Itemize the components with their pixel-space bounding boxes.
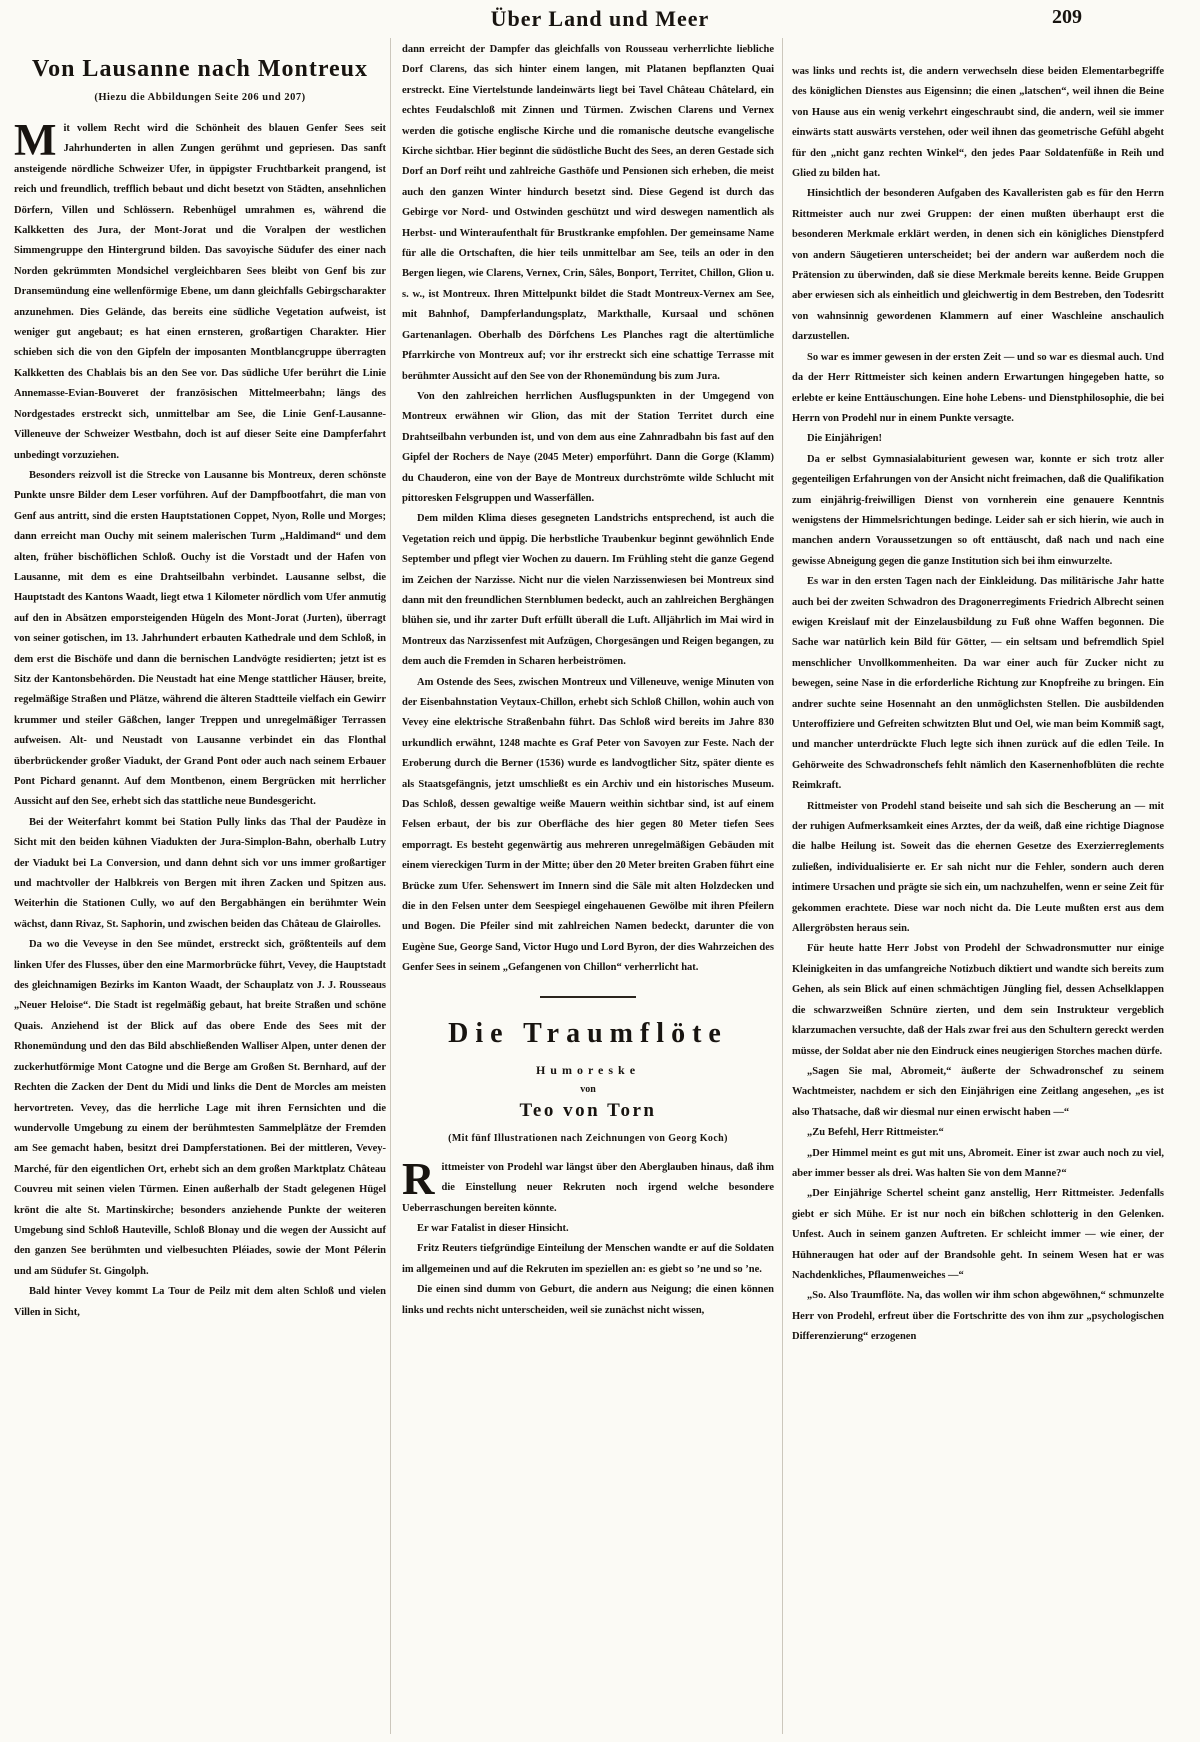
section-divider bbox=[540, 996, 636, 998]
column-2 bbox=[402, 40, 774, 1321]
page-number: 209 bbox=[1052, 6, 1082, 28]
article-paragraph: Besonders reizvoll ist die Strecke von Lausanne bis Montreux, deren schönste Punkte unsre Bilder dem Leser vorführen. Auf der Dampfbootfahrt, die man von Genf aus antritt, sind die ersten Hauptstationen Coppet, Nyon, Rolle und Morges; dann erreicht man Ouchy mit seinem malerischen Turm „Haldimand“ und dem alten, früher bischöflichen Schloß. Ouchy ist die Vorstadt und der Hafen von Lausanne, mit dem es eine Drahtseilbahn verbindet. Lausanne selbst, die Hauptstadt des Kantons Waadt, liegt etwa 1 Kilometer nördlich vom Ufer anmutig auf den in Absätzen emporsteigenden Hügeln des Mont-Jorat (Jurten), überragt von seiner gotischen, im 13. Jahrhundert erbauten Kathedrale und dem Schloß, in dem erst die Bischöfe und dann die bernischen Landvögte residierten; jetzt ist es Sitz der Kantonsbehörden. Die Neustadt hat eine Menge stattlicher Häuser, breite, regelmäßige Straßen und Plätze, während die älteren Stadtteile vielfach ein Gewirr krummer und steiler Gäßchen, langer Treppen und unregelmäßiger Terrassen aufweisen. Alt- und Neustadt von Lausanne verbindet ein das Flonthal überbrückender großer Viadukt, der Grand Pont oder auch nach seinem Erbauer Pont Pichard genannt. Auf dem Montbenon, einem Bergrücken mit herrlicher Aussicht auf den See, erhebt sich das stattliche neue Bundesgericht. bbox=[14, 469, 386, 808]
article-paragraph: Am Ostende des Sees, zwischen Montreux und Villeneuve, wenige Minuten von der Eisenbahnstation Veytaux-Chillon, erhebt sich Schloß Chillon, wohin auch von Vevey eine elektrische Straßenbahn führt. Das Schloß wird bereits im Jahre 830 urkundlich erwähnt, 1248 machte es Graf Peter von Savoyen zur Feste. Nach der Eroberung durch die Berner (1536) wurde es landvogtlicher Sitz, später diente es als Staatsgefängnis, jetzt umschließt es ein Archiv und ein historisches Museum. Das Schloß, dessen gewaltige weiße Mauern weithin sichtbar sind, ist auf einem Felsen erbaut, der bis zur Oberfläche des hier gegen 80 Meter tiefen Sees emporragt. Es besteht gegenwärtig aus mehreren unregelmäßigen Gebäuden mit einem viereckigen Turm in der Mitte; über den 20 Meter breiten Graben führt eine Brücke zum Ufer. Sehenswert im Innern sind die Säle mit alten Holzdecken und die in den Felsen unter dem Seespiegel eingehauenen Gewölbe mit ihren Pfeilern und Bogen. Die Pfeiler sind mit zahlreichen Namen bedeckt, darunter die von Eugène Sue, George Sand, Victor Hugo und Lord Byron, der dies Wahrzeichen des Genfer Sees in seinem „Gefangenen von Chillon“ verherrlicht hat. bbox=[402, 676, 774, 974]
story-paragraph: Hinsichtlich der besonderen Aufgaben des Kavalleristen gab es für den Herrn Rittmeister auch nur zwei Gruppen: der einen mußten überhaupt erst die besonderen Merkmale erklärt werden, in denen sich ein königliches Dienstpferd von andern Säugetieren unterscheidet; bei der andern war außerdem noch die Prätension zu überwinden, daß sie diese Merkmale bereits kenne. Beide Gruppen aber erwiesen sich als einheitlich und gleichwertig in dem Bestreben, den Todesritt von wahnsinnig gewordenen Klammern auf einer Waschleine anschaulich darzustellen. bbox=[792, 188, 1164, 343]
story-paragraph bbox=[402, 1153, 774, 1219]
story-paragraph: Rittmeister von Prodehl stand beiseite und sah sich die Bescherung an — mit der ruhigen Aufmerksamkeit eines Arztes, der da weiß, daß eine richtige Diagnose die halbe Heilung ist. Soweit das die ehernen Gesetze des Exerzierreglements zuließen, individualisierte er. Er sah nicht nur die Fehler, sondern auch deren intimere Ursachen und prägte sie sich ein, um nachzuhelfen, wenn er seine Zeit für gekommen erachtete. Diese war noch nicht da. Die Leute mußten erst aus dem Allergröbsten heraus sein. bbox=[792, 800, 1164, 935]
article-paragraph: Von den zahlreichen herrlichen Ausflugspunkten in der Umgegend von Montreux erwähnen wir Glion, das mit der Station Territet durch eine Drahtseilbahn verbunden ist, und von dem aus eine Zahnradbahn bis fast auf den Gipfel der Rochers de Naye (2045 Meter) emporführt. Dann die Gorge (Klamm) du Chauderon, eine von der Baye de Montreux durchströmte wilde Schlucht mit pittoresken Felsgruppen und Wasserfällen. bbox=[402, 390, 774, 504]
column-divider bbox=[782, 38, 783, 1734]
article-title: Von Lausanne nach Montreux bbox=[31, 56, 369, 82]
story-paragraph: was links und rechts ist, die andern verwechseln diese beiden Elementarbegriffe des königlichen Dienstes aus Eigensinn; die einen „latschen“, weil ihnen die Beine von Hause aus ein wenig verkehrt eingeschraubt sind, die andern, weil sie immer einwärts statt auswärts verstehen, oder weil ihnen das geometrische Gefühl abgeht für den „nicht ganz rechten Winkel“, den jedes Paar Soldatenfüße in Reih und Glied zu bilden hat. bbox=[792, 66, 1164, 180]
column-1 bbox=[14, 56, 386, 1323]
article-paragraph: Bald hinter Vevey kommt La Tour de Peilz mit dem alten Schloß und vielen Villen in Sicht, bbox=[14, 1286, 386, 1318]
story-paragraph: Für heute hatte Herr Jobst von Prodehl der Schwadronsmutter nur einige Kleinigkeiten in das umfangreiche Notizbuch diktiert und wandte sich bereits zum Gehen, als sein Blick auf einen schmächtigen Jüngling fiel, dessen Achselklappen die schwarzweißen Schnüre zierten, und dem sein Instrukteur vergeblich klarzumachen versuchte, daß der Hals zwar frei aus den Schultern gereckt werden müsse, der Soldat aber nie den Eindruck eines neugierigen Storches machen dürfe. bbox=[792, 943, 1164, 1057]
magazine-title: Über Land und Meer bbox=[490, 6, 710, 31]
story-paragraph: Da er selbst Gymnasialabiturient gewesen war, konnte er sich trotz aller gegenteiligen Erfahrungen von der Ansicht nicht freimachen, daß die Qualifikation zum einjährig-freiwilligen Dienst von vornherein eine genauere Kenntnis wenigstens der Himmelsrichtungen bedinge. Leider sah er sich hierin, wie auch in manchen andern Voraussetzungen so oft enttäuscht, daß nach und nach eine gewisse Abneigung gegen die ganze Institution sich bei ihm einwurzelte. bbox=[792, 453, 1164, 567]
column-3 bbox=[792, 62, 1164, 1348]
drop-cap-initial: M bbox=[14, 115, 57, 165]
story-paragraph: „Zu Befehl, Herr Rittmeister.“ bbox=[807, 1127, 944, 1139]
drop-cap-initial: R bbox=[402, 1153, 435, 1204]
story-byline-label: von bbox=[580, 1083, 596, 1095]
story-paragraph: „Der Einjährige Schertel scheint ganz anstellig, Herr Rittmeister. Jedenfalls giebt er sich Mühe. Er ist nur noch ein bißchen schlotterig in den Gelenken. Unfest. Auch in seinem ganzen Auftreten. Er schleicht immer — wie einer, der Hühneraugen hat oder auf der Brandsohle geht. In seinem Wesen hat er was Nachdenkliches, Pflaumenweiches —“ bbox=[792, 1188, 1164, 1281]
story-paragraph: „Sagen Sie mal, Abromeit,“ äußerte der Schwadronschef zu seinem Wachtmeister, nachdem er sich den Einjährigen eine Zeitlang angesehen, „es ist also Thatsache, daß wir diesmal nur einen erwischt haben —“ bbox=[792, 1065, 1164, 1118]
story-paragraph-text: ittmeister von Prodehl war längst über den Aberglauben hinaus, daß ihm die Einstellung neuer Rekruten noch irgend welche besondere Ueberraschungen bereiten könnte. bbox=[402, 1161, 774, 1214]
story-paragraph: „So. Also Traumflöte. Na, das wollen wir ihm schon abgewöhnen,“ schmunzelte Herr von Prodehl, erfreut über die Fortschritte des von ihm zur „psychologischen Differenzierung“ erzogenen bbox=[792, 1290, 1164, 1343]
story-paragraph: So war es immer gewesen in der ersten Zeit — und so war es diesmal auch. Und da der Herr Rittmeister sich keinen andern Erwartungen hingegeben hatte, so erlebte er keine Enttäuschungen. Eine hohe Lebens- und Dienstphilosophie, die bei Herrn von Prodehl nur in einem Punkte versagte. bbox=[792, 351, 1164, 424]
article-paragraph: Da wo die Veveyse in den See mündet, erstreckt sich, größtenteils auf dem linken Ufer des Flusses, über den eine Marmorbrücke führt, Vevey, die Hauptstadt des gleichnamigen Bezirks im Kanton Waadt, der Schauplatz von J. J. Rousseaus „Neuer Heloise“. Die Stadt ist regelmäßig gebaut, hat breite Straßen und schöne Quais. Anziehend ist der Blick auf das obere Ende des Sees mit der Rhonemündung und den das Bild abschließenden Walliser Alpen, unter denen der zuckerhutförmige Mont Catogne und die Berge am Großen St. Bernhard, auf der Rechten die Zacken der Dent du Midi und links die Dent de Morcles am meisten hervortreten. Vevey, das die herrliche Lage mit ihren Fernsichten und die wundervolle Umgebung zu einem der berühmtesten Sammelplätze der Fremden am See gemacht haben, besitzt drei Dampferstationen. Bei der mittleren, Vevey-Marché, für den eigentlichen Ort, erhebt sich an dem großen Marktplatz Château Couvreu mit seinen vielen Türmen. Einen außerhalb der Stadt gelegenen Hügel krönt die alte St. Martinskirche; besonders anziehende Punkte der weiteren Umgebung sind Schloß Hauteville, Schloß Blonay und die wegen der Aussicht auf den ganzen See berühmten und vielbesuchten Pléiades, sowie der Mont Pélerin und am Südufer St. Gingolph. bbox=[14, 939, 386, 1277]
article-paragraph: Bei der Weiterfahrt kommt bei Station Pully links das Thal der Paudèze in Sicht mit den beiden kühnen Viadukten der Jura-Simplon-Bahn, oberhalb Lutry der Viadukt bei La Conversion, und dann dehnt sich vor uns immer großartiger und machtvoller der Halbkreis von Bergen mit ihren Zacken und Spitzen aus. Weiterhin die Stationen Cully, wo auf den Bergabhängen ein berühmter Wein wächst, dann Rivaz, St. Saphorin, und zwischen beiden das Château de Glairolles. bbox=[14, 816, 386, 930]
story-paragraph: Die einen sind dumm von Geburt, die andern aus Neigung; die einen können links und rechts nicht unterscheiden, weil sie zunächst nicht wissen, bbox=[402, 1284, 774, 1316]
story-paragraph: Es war in den ersten Tagen nach der Einkleidung. Das militärische Jahr hatte auch bei der zweiten Schwadron des Dragonerregiments Friedrich Albrecht seinen ewigen Kreislauf mit der Einzelausbildung zu Fuß ohne Waffen begonnen. Die Sache war natürlich kein Bild für Götter, — ein seltsam und befremdlich Spiel menschlicher Unvollkommenheiten. Da war einer auch für Zucker nicht zu bewegen, seine Nase in die erforderliche Richtung zur Knopfreihe zu bringen. Ein andrer suchte seine Hosennaht an den unmöglichsten Stellen. Die ausbildenden Unteroffiziere und Gefreiten schwitzten Blut und Oel, wie man beim Kommiß sagt, und mancher unterdrückte Fluch legte sich ihnen zurück auf die edlen Teile. In Gehörweite des Schwadronschefs fehlt nämlich den Kasernenhofblüten die rechte Reimkraft. bbox=[792, 576, 1164, 792]
article-paragraph-text: it vollem Recht wird die Schönheit des blauen Genfer Sees seit Jahrhunderten in allen Zungen gerühmt und gepriesen. Das sanft ansteigende nördliche Schweizer Ufer, in üppigster Fruchtbarkeit prangend, ist reich und freundlich, trefflich bebaut und dicht besetzt von Städten, ansehnlichen Dörfern, Villen und Schlössern. Rebenhügel umrahmen es, während die Kalkketten des Jura, der Mont-Jorat und die Voralpen der westlichen Simmengruppe den Hintergrund bilden. Das savoyische Südufer des einer nach Norden gekrümmten Mondsichel vergleichbaren Sees bleibt von Genf bis zur Dransemündung eine wellenförmige Ebene, um dann gleichfalls Gebirgscharakter anzunehmen. Dies Gelände, das bereits eine südliche Vegetation aufweist, ist weniger gut angebaut; es hat einen ernsteren, großartigen Charakter. Hier schieben sich die von den Gipfeln der imposanten Montblancgruppe überragten Kalkketten des Chablais bis an den See vor. Das südliche Ufer berührt die Linie Annemasse-Evian-Bouveret der französischen Mittelmeerbahn; längs des Nordgestades erstreckt sich, unmittelbar am See, die Linie Genf-Lausanne-Villeneuve der Schweizer Westbahn, doch ist auf dieser Seite eine Dampferfahrt unbedingt vorzuziehen. bbox=[14, 123, 386, 461]
story-illustration-credit: (Mit fünf Illustrationen nach Zeichnungen von Georg Koch) bbox=[448, 1132, 728, 1144]
column-divider bbox=[390, 38, 391, 1734]
story-title: Die Traumflöte bbox=[448, 1017, 728, 1049]
story-genre: Humoreske bbox=[535, 1062, 641, 1077]
story-paragraph: Er war Fatalist in dieser Hinsicht. bbox=[417, 1222, 569, 1234]
article-paragraph bbox=[14, 115, 386, 466]
story-paragraph: „Der Himmel meint es gut mit uns, Abromeit. Einer ist zwar auch noch zu viel, aber immer besser als drei. Was halten Sie von dem Manne?“ bbox=[792, 1147, 1164, 1179]
story-paragraph: Die Einjährigen! bbox=[807, 433, 882, 445]
article-subtitle: (Hiezu die Abbildungen Seite 206 und 207) bbox=[94, 92, 306, 103]
article-paragraph: Dem milden Klima dieses gesegneten Landstrichs entsprechend, ist auch die Vegetation reich und üppig. Die herbstliche Traubenkur beginnt gewöhnlich Ende September und pflegt vier Wochen zu dauern. Im Frühling steht die ganze Gegend im Zeichen der Narzisse. Nicht nur die vielen Narzissenwiesen bei Montreux sind dann mit den freundlichen Sternblumen bedeckt, auch an zahlreichen Berghängen blühen sie, und ihr zarter Duft erfüllt überall die Luft. Alljährlich im Mai wird in Montreux das Narzissenfest mit Aufzügen, Chorgesängen und Reigen begangen, zu dem auch die Fremden in Scharen herbeiströmen. bbox=[402, 513, 774, 668]
article-paragraph: dann erreicht der Dampfer das gleichfalls von Rousseau verherrlichte liebliche Dorf Clarens, das sich hinter einem langen, mit Platanen bepflanzten Quai erstreckt. Eine Viertelstunde landeinwärts liegt bei Tavel Château Châtelard, ein echtes Feudalschloß mit Zinnen und Türmen. Zwischen Clarens und Vernex werden die gotische englische Kirche und die romanische deutsche evangelische Kirche sichtbar. Hier beginnt die südöstliche Bucht des Sees, an deren Gestade sich Dorf an Dorf reiht und zahlreiche Gasthöfe und Pensionen sich erheben, die meist auch den ganzen Winter hindurch besetzt sind. Diese Gegend ist durch das Gebirge vor Nord- und Ostwinden geschützt und wird deswegen namentlich als Herbst- und Winteraufenthalt für Brustkranke empfohlen. Der gemeinsame Name für alle die Ortschaften, die hier teils unmittelbar am See, teils an oder in den Bergen liegen, wie Clarens, Vernex, Crin, Sâles, Bonport, Territet, Chillon, Glion u. s. w., ist Montreux. Ihren Mittelpunkt bildet die Stadt Montreux-Vernex am See, mit Bahnhof, Dampferlandungsplatz, Markthalle, Kursaal und schönen Gartenanlagen. Oberhalb des Dörfchens Les Planches ragt die altertümliche Pfarrkirche von Montreux auf; vor ihr erstreckt sich eine schattige Terrasse mit berühmter Aussicht auf den See von der Rhonemündung bis zum Jura. bbox=[402, 44, 774, 382]
story-paragraph: Fritz Reuters tiefgründige Einteilung der Menschen wandte er auf die Soldaten im allgemeinen und auf die Rekruten im speziellen an: es giebt so ’ne und so ’ne. bbox=[402, 1243, 774, 1275]
story-author: Teo von Torn bbox=[519, 1099, 657, 1121]
